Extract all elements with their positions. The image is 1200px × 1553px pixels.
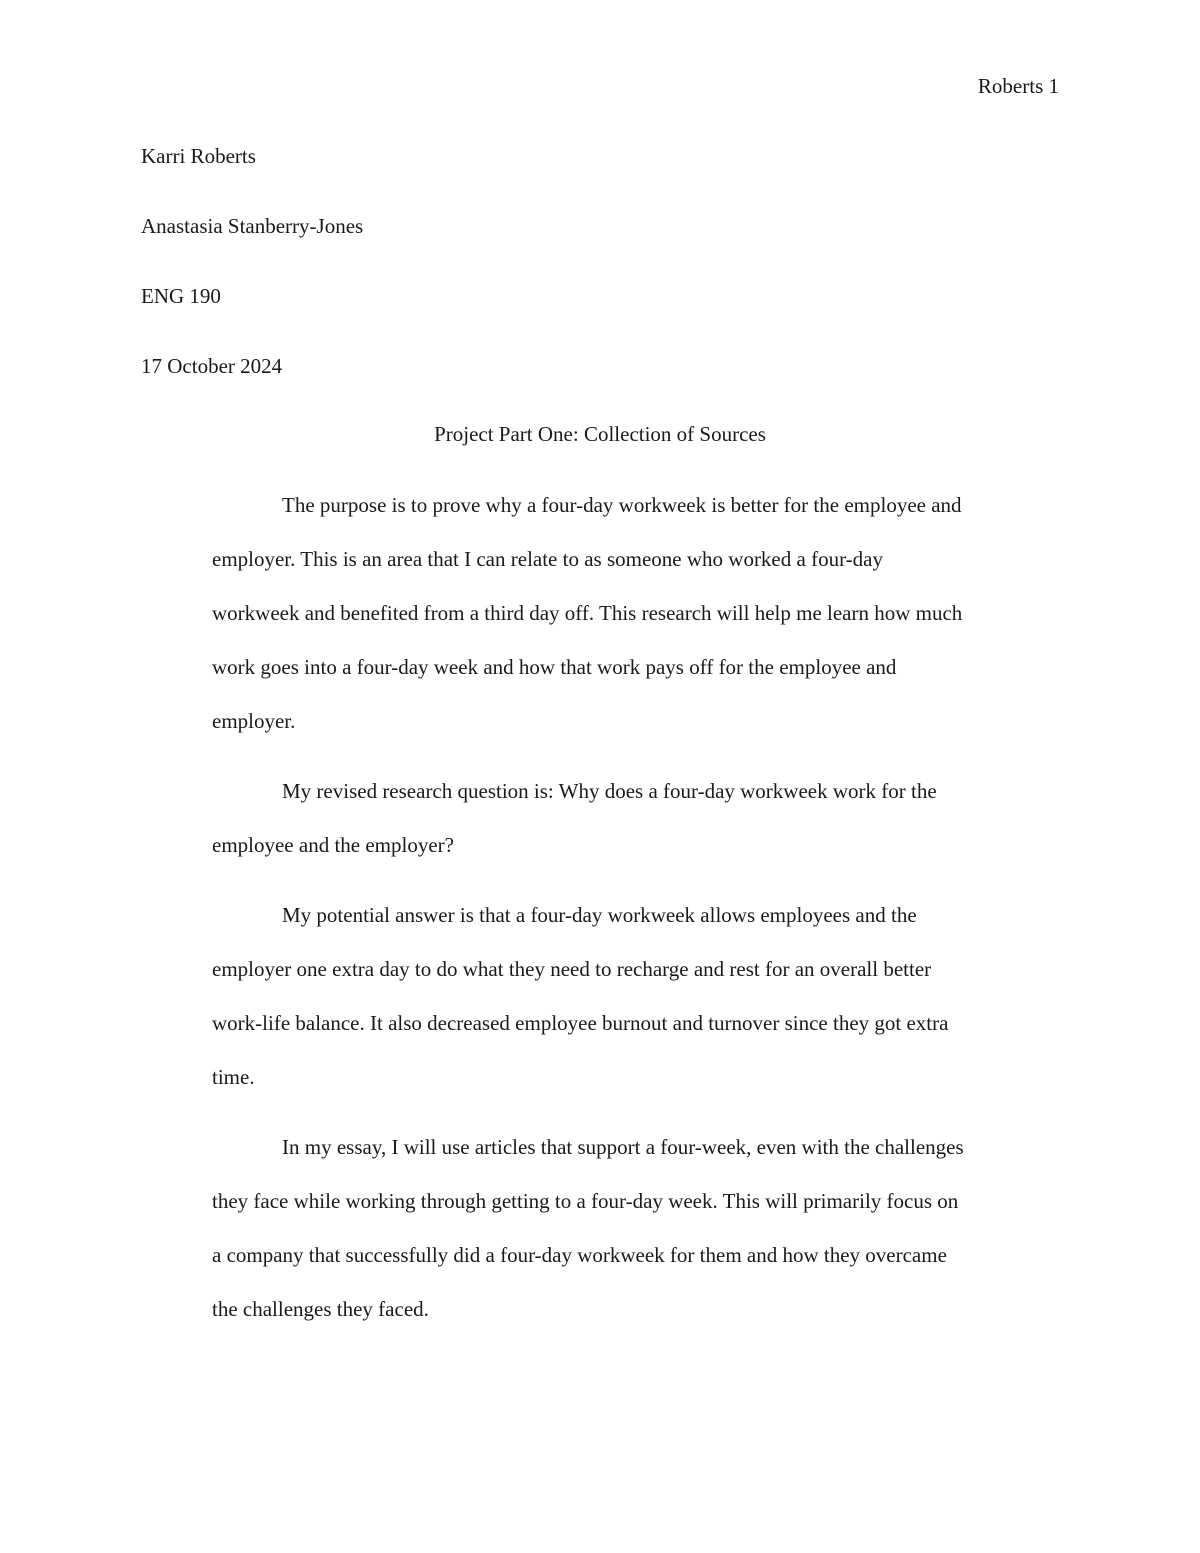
paragraph-line: time. (212, 1065, 255, 1089)
paragraph-purpose (212, 478, 1074, 748)
paragraph-line: work goes into a four-day week and how that work pays off for the employee and (212, 655, 897, 679)
paragraph-potential-answer (212, 888, 1074, 1104)
date-line: 17 October 2024 (141, 354, 283, 378)
paragraph-line: they face while working through getting to a four-day week. This will primarily focus on (212, 1189, 959, 1213)
paragraph-line: employer. (212, 709, 296, 733)
document-title: Project Part One: Collection of Sources (434, 422, 766, 446)
paragraph-essay-plan (212, 1120, 1074, 1336)
running-header-page-number: Roberts 1 (977, 74, 1059, 98)
paragraph-line: The purpose is to prove why a four-day workweek is better for the employee and (282, 493, 962, 517)
paragraph-line: employer one extra day to do what they need to recharge and rest for an overall better (212, 957, 932, 981)
paragraph-line: employee and the employer? (212, 833, 454, 857)
paragraph-line: a company that successfully did a four-day workweek for them and how they overcame (212, 1243, 947, 1267)
paragraph-line: In my essay, I will use articles that support a four-week, even with the challenges (282, 1135, 964, 1159)
mla-heading (141, 143, 1059, 423)
paragraph-line: My potential answer is that a four-day workweek allows employees and the (282, 903, 917, 927)
paragraph-research-question (212, 764, 1074, 872)
paragraph-line: employer. This is an area that I can relate to as someone who worked a four-day (212, 547, 883, 571)
paragraph-line: My revised research question is: Why does a four-day workweek work for the (282, 779, 937, 803)
paragraph-line: work-life balance. It also decreased employee burnout and turnover since they got extra (212, 1011, 949, 1035)
student-name: Karri Roberts (141, 144, 256, 168)
paragraph-line: workweek and benefited from a third day off. This research will help me learn how much (212, 601, 963, 625)
document-body (212, 478, 1074, 1352)
paragraph-line: the challenges they faced. (212, 1297, 429, 1321)
instructor-name: Anastasia Stanberry-Jones (141, 214, 364, 238)
course-name: ENG 190 (141, 284, 221, 308)
